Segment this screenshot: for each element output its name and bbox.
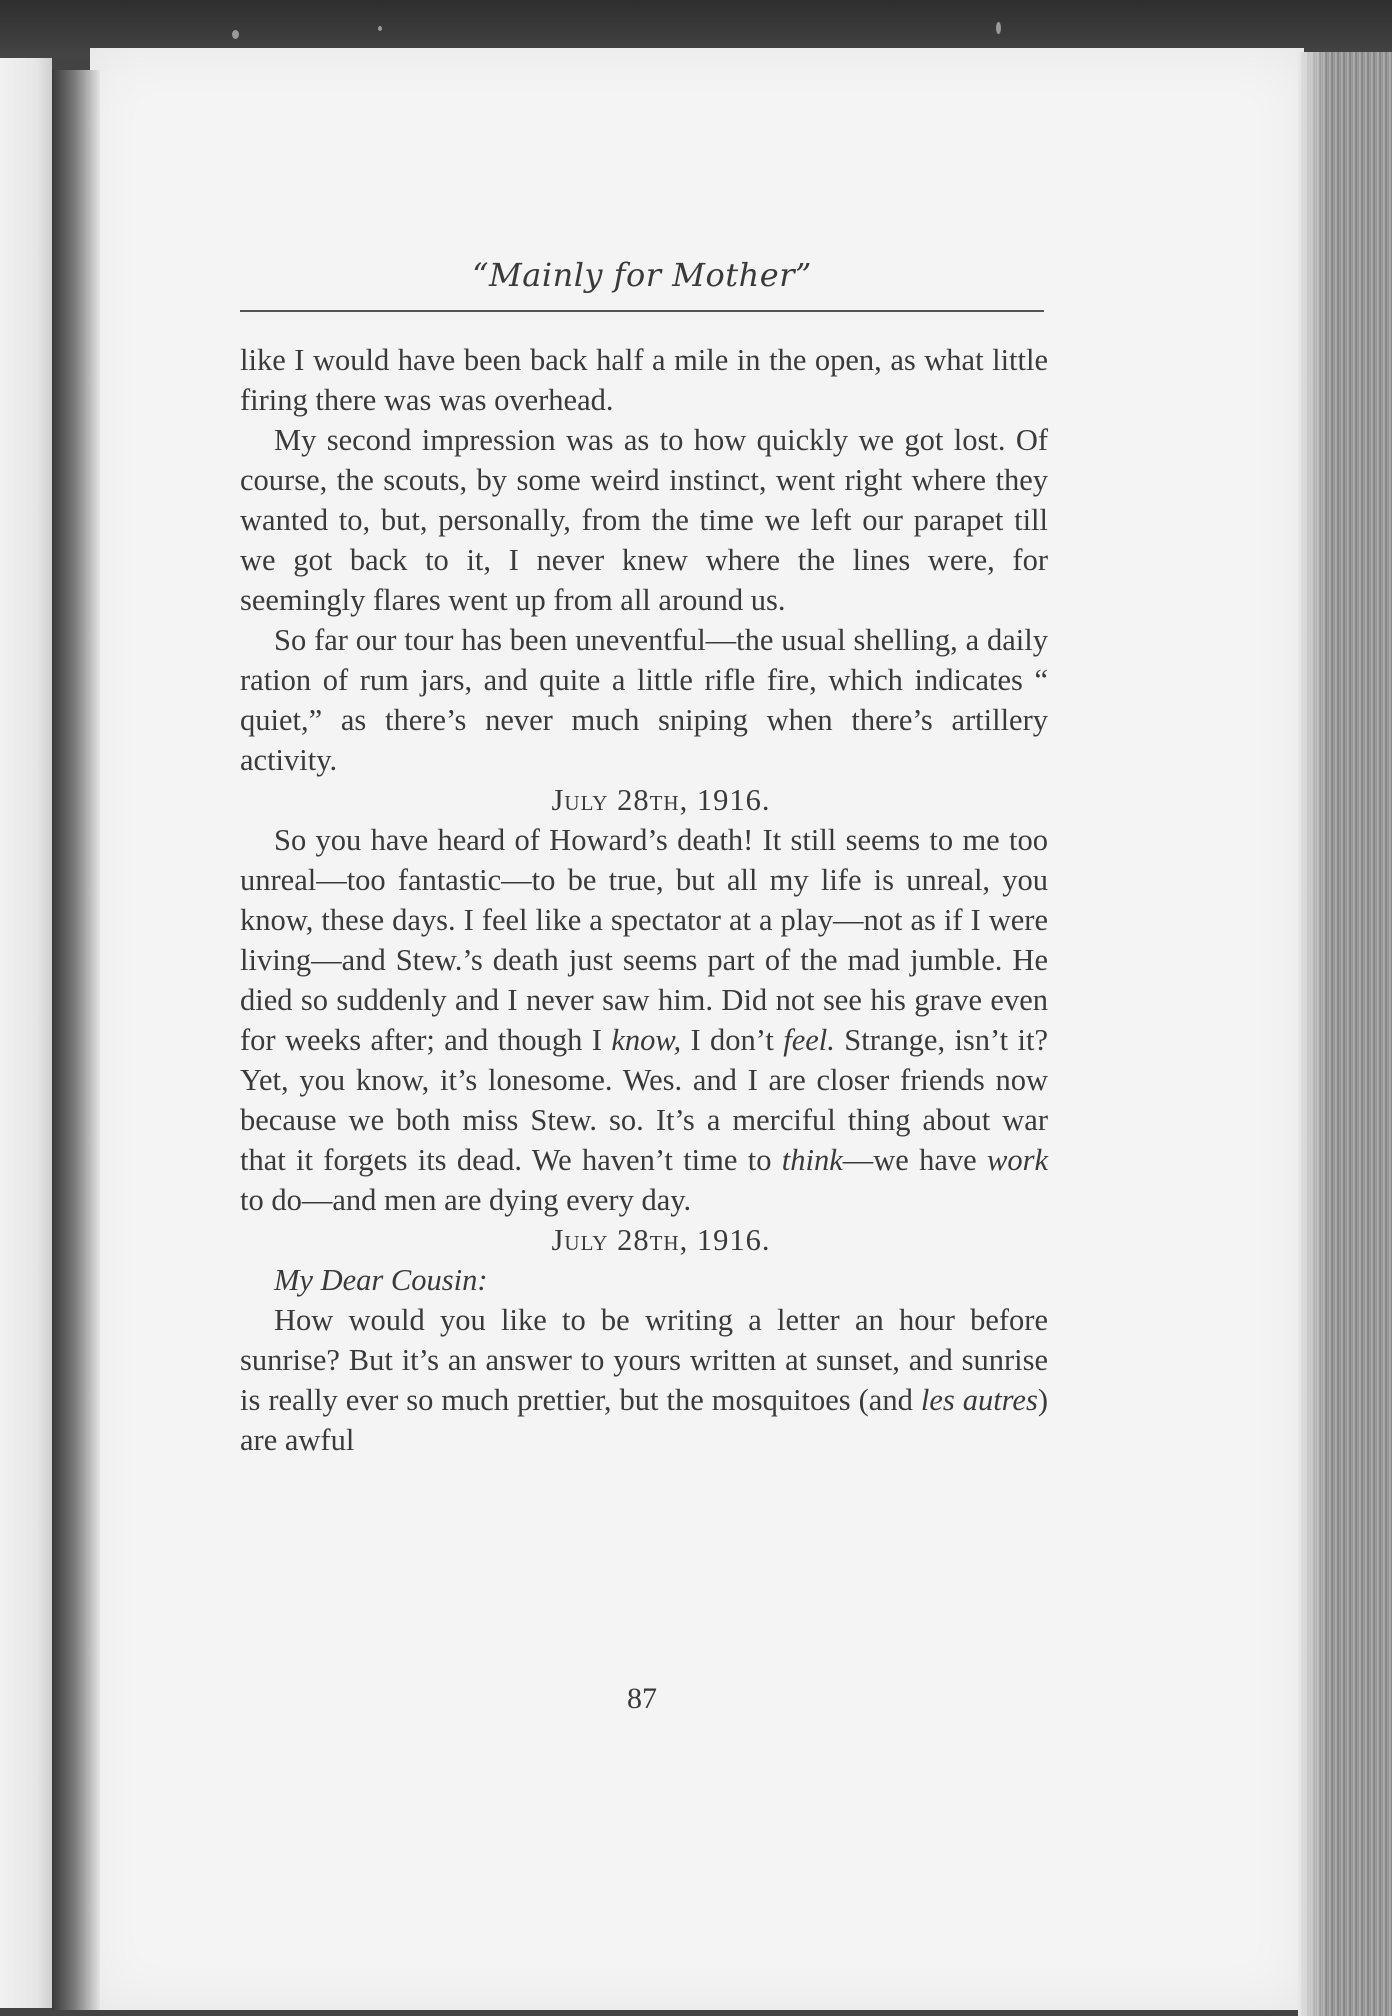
text-run: ) are awful	[240, 1383, 1049, 1457]
emphasis: les autres	[920, 1383, 1038, 1417]
header-rule	[240, 310, 1044, 312]
dateline: July 28th, 1916.	[551, 783, 771, 817]
dust-speck	[996, 22, 1001, 34]
paragraph: So far our tour has been uneventful—the usual shelling, a daily ration of rum jars, and quite a little rifle fire, which indicates “ quiet,” as there’s never much sniping when there’s artillery activity.	[240, 623, 1048, 777]
text-run: How would you like to be writing a letter an hour before sunrise? But it’s an answer to yours written at sunset, and sunrise is really ever so much prettier, but the mosquitoes (and	[240, 1303, 1048, 1417]
dust-speck	[378, 26, 382, 31]
text-run: I don’t	[681, 1023, 784, 1057]
running-head: “Mainly for Mother”	[472, 256, 812, 294]
paragraph: like I would have been back half a mile in the open, as what little firing there was was overhead.	[240, 343, 1048, 417]
page-stack-shadow	[1298, 52, 1328, 2016]
dust-speck	[232, 30, 239, 39]
emphasis: work	[987, 1143, 1048, 1177]
page-body	[240, 340, 1048, 1460]
paragraph: My second impression was as to how quickly we got lost. Of course, the scouts, by some weird instinct, went right where they wanted to, but, personally, from the time we left our parapet till we got back to it, I never knew where the lines were, for seemingly flares went up from all around us.	[240, 423, 1048, 617]
paragraph	[240, 820, 1048, 1220]
emphasis: know,	[611, 1023, 682, 1057]
text-run: to do—and men are dying every day.	[240, 1183, 692, 1217]
emphasis: think	[781, 1143, 843, 1177]
text-run: So you have heard of Howard’s death! It still seems to me too unreal—too fantastic—to be true, but all my life is unreal, you know, these days. I feel like a spectator at a play—not as if I were living—and Stew.’s death just seems part of the mad jumble. He died so suddenly and I never saw him. Did not see his grave even for weeks after; and though I	[240, 823, 1048, 1057]
paragraph	[240, 1300, 1048, 1460]
text-run: Strange, isn’t it? Yet, you know, it’s lonesome. Wes. and I are closer friends now because we both miss Stew. so. It’s a merciful thing about war that it forgets its dead. We haven’t time to	[240, 1023, 1048, 1177]
dateline: July 28th, 1916.	[551, 1223, 771, 1257]
emphasis: feel.	[783, 1023, 835, 1057]
page-number: 87	[627, 1682, 657, 1715]
text-run: —we have	[842, 1143, 987, 1177]
salutation: My Dear Cousin:	[274, 1263, 488, 1297]
binding-gutter-shadow	[52, 70, 100, 2010]
facing-page-edge	[0, 58, 52, 2008]
